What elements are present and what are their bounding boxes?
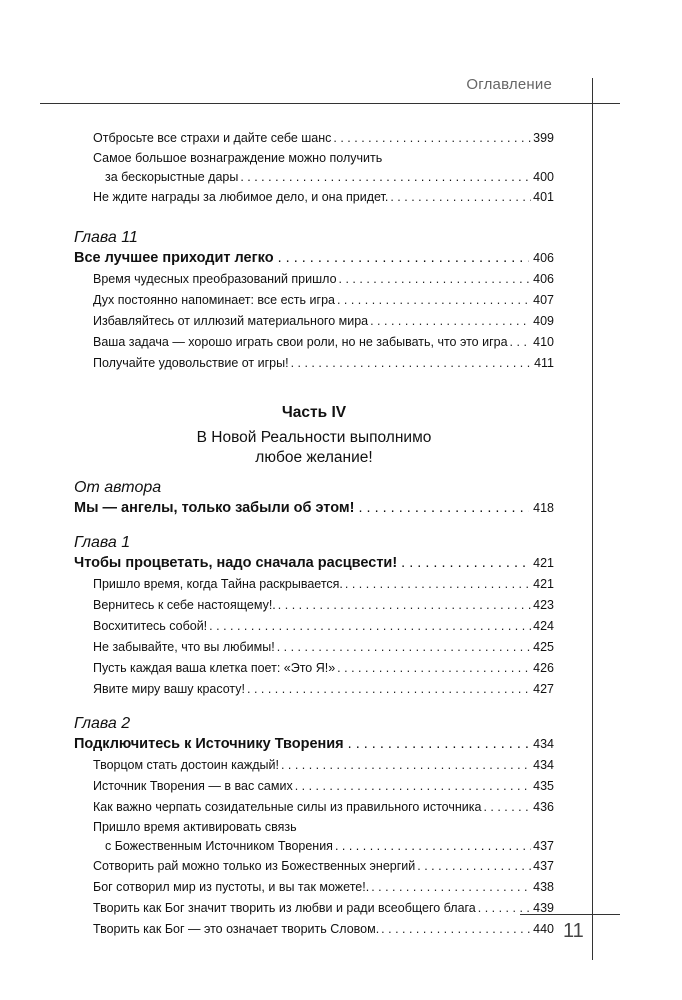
toc-entry-text: Избавляйтесь от иллюзий материального мира: [93, 314, 369, 328]
toc-entry-page: 437: [533, 839, 554, 853]
chapter-title: [74, 248, 554, 269]
part-heading: [74, 402, 554, 468]
toc-entry: [74, 797, 554, 818]
toc-entry: [74, 128, 554, 149]
toc-entry-page: 407: [533, 293, 554, 307]
toc-entry: [74, 290, 554, 311]
leader-dots: [291, 353, 532, 374]
chapter-label: Глава 1: [74, 534, 131, 551]
toc-entry: [74, 658, 554, 679]
leader-dots: [390, 187, 531, 208]
toc-entry-page: 438: [533, 880, 554, 894]
toc-entry-text: Время чудесных преобразований пришло: [93, 272, 337, 286]
toc-entry-page: 409: [533, 314, 554, 328]
toc-entry-page: 423: [533, 598, 554, 612]
toc-entry-text: Не забывайте, что вы любимы!: [93, 640, 275, 654]
toc-entry: [74, 755, 554, 776]
chapter-title-text: Все лучшее приходит легко: [74, 250, 274, 266]
toc-entry-page: 426: [533, 661, 554, 675]
leader-dots: [510, 332, 532, 353]
toc-entry: [74, 856, 554, 877]
leader-dots: [247, 679, 531, 700]
toc-entry-text: Как важно черпать созидательные силы из правильного источника: [93, 800, 482, 814]
toc-entry-text-line1: Пришло время активировать связь: [93, 820, 297, 834]
toc-entry: [74, 353, 554, 374]
chapter-label: От автора: [74, 479, 162, 496]
toc-entry-page: 434: [533, 758, 554, 772]
leader-dots: [337, 658, 531, 679]
toc-entry-text: Творить как Бог — это означает творить Словом.: [93, 922, 380, 936]
toc-entry-page: 425: [533, 640, 554, 654]
toc-entry-page: 437: [533, 859, 554, 873]
toc-entry-text: Творцом стать достоин каждый!: [93, 758, 279, 772]
toc-entry: [74, 595, 554, 616]
leader-dots: [277, 637, 531, 658]
toc-entry-text: Творить как Бог значит творить из любви и ради всеобщего блага: [93, 901, 476, 915]
chapter-title: [74, 553, 554, 574]
leader-dots: [281, 755, 531, 776]
leader-dots: [209, 616, 531, 637]
toc-entry: [74, 616, 554, 637]
leader-dots: [345, 574, 531, 595]
leader-dots: [371, 877, 531, 898]
leader-dots: [401, 553, 529, 574]
toc-entry-page: 424: [533, 619, 554, 633]
toc-entry-text: Дух постоянно напоминает: все есть игра: [93, 293, 335, 307]
chapter-label: Глава 11: [74, 229, 138, 246]
toc-entry-page: 411: [534, 356, 554, 370]
leader-dots: [370, 311, 531, 332]
toc-entry: [74, 574, 554, 595]
toc-entry: [74, 637, 554, 658]
toc-entry-text: Явите миру вашу красоту!: [93, 682, 246, 696]
chapter-title-text: Чтобы процветать, надо сначала расцвести!: [74, 555, 398, 571]
chapter-page: 421: [533, 556, 554, 570]
toc-entry-page: 435: [533, 779, 554, 793]
leader-dots: [337, 290, 531, 311]
toc-entry: [74, 877, 554, 898]
leader-dots: [278, 595, 531, 616]
leader-dots: [278, 248, 530, 269]
toc-entry-text: Получайте удовольствие от игры!: [93, 356, 289, 370]
running-header: Оглавление: [466, 76, 552, 93]
leader-dots: [358, 498, 529, 519]
part-title: Часть IV: [281, 404, 347, 421]
chapter-title: [74, 734, 554, 755]
leader-dots: [381, 919, 531, 940]
toc-entry: [74, 818, 554, 856]
toc-entry-text: Вернитесь к себе настоящему!.: [93, 598, 276, 612]
toc-entry-text: Сотворить рай можно только из Божественных энергий: [93, 859, 416, 873]
chapter-label: Глава 2: [74, 715, 131, 732]
leader-dots: [240, 168, 531, 187]
toc-entry: [74, 187, 554, 208]
toc-entry-page: 439: [533, 901, 554, 915]
chapter-page: 434: [533, 737, 554, 751]
toc-entry: [74, 776, 554, 797]
toc-entry-text-line1: Самое большое вознаграждение можно получить: [93, 151, 383, 165]
toc-entry-text: Бог сотворил мир из пустоты, и вы так можете!.: [93, 880, 370, 894]
toc-entry-page: 421: [533, 577, 554, 591]
toc-entry-page: 401: [533, 190, 554, 204]
toc-entry-text: с Божественным Источником Творения: [105, 839, 333, 853]
toc-entry: [74, 332, 554, 353]
toc-entry: [74, 311, 554, 332]
leader-dots: [295, 776, 531, 797]
toc-entry-text: Отбросьте все страхи и дайте себе шанс: [93, 131, 332, 145]
toc-entry: [74, 919, 554, 940]
toc-entry-page: 410: [533, 335, 554, 349]
leader-dots: [417, 856, 531, 877]
leader-dots: [335, 837, 531, 856]
toc-entry-text: Источник Творения — в вас самих: [93, 779, 293, 793]
chapter-title: [74, 498, 554, 519]
toc-entry: [74, 679, 554, 700]
table-of-contents: [74, 128, 554, 940]
part-subtitle-line2: любое желание!: [255, 449, 373, 466]
toc-entry-page: 399: [533, 131, 554, 145]
header-rule: [40, 103, 620, 104]
toc-entry-page: 427: [533, 682, 554, 696]
leader-dots: [478, 898, 531, 919]
chapter-page: 418: [533, 501, 554, 515]
leader-dots: [348, 734, 530, 755]
toc-entry-page: 400: [533, 170, 554, 184]
toc-entry: [74, 269, 554, 290]
toc-entry-page: 406: [533, 272, 554, 286]
toc-entry-page: 440: [533, 922, 554, 936]
toc-entry-text: за бескорыстные дары: [105, 170, 239, 184]
toc-entry-text: Ваша задача — хорошо играть свои роли, но не забывать, что это игра: [93, 335, 508, 349]
leader-dots: [339, 269, 532, 290]
right-margin-rule-top: [592, 78, 593, 380]
leader-dots: [333, 128, 531, 149]
leader-dots: [483, 797, 531, 818]
chapter-title-text: Мы — ангелы, только забыли об этом!: [74, 500, 355, 516]
chapter-page: 406: [533, 251, 554, 265]
toc-entry-text: Не ждите награды за любимое дело, и она придет.: [93, 190, 389, 204]
toc-entry-text: Восхититесь собой!: [93, 619, 208, 633]
toc-entry: [74, 898, 554, 919]
toc-entry-text: Пришло время, когда Тайна раскрывается.: [93, 577, 343, 591]
toc-entry-text: Пусть каждая ваша клетка поет: «Это Я!»: [93, 661, 336, 675]
chapter-title-text: Подключитесь к Источнику Творения: [74, 736, 344, 752]
toc-entry: [74, 149, 554, 187]
page-number: 11: [563, 920, 584, 942]
right-margin-rule: [592, 380, 593, 960]
part-subtitle-line1: В Новой Реальности выполнимо: [196, 429, 432, 446]
toc-entry-page: 436: [533, 800, 554, 814]
